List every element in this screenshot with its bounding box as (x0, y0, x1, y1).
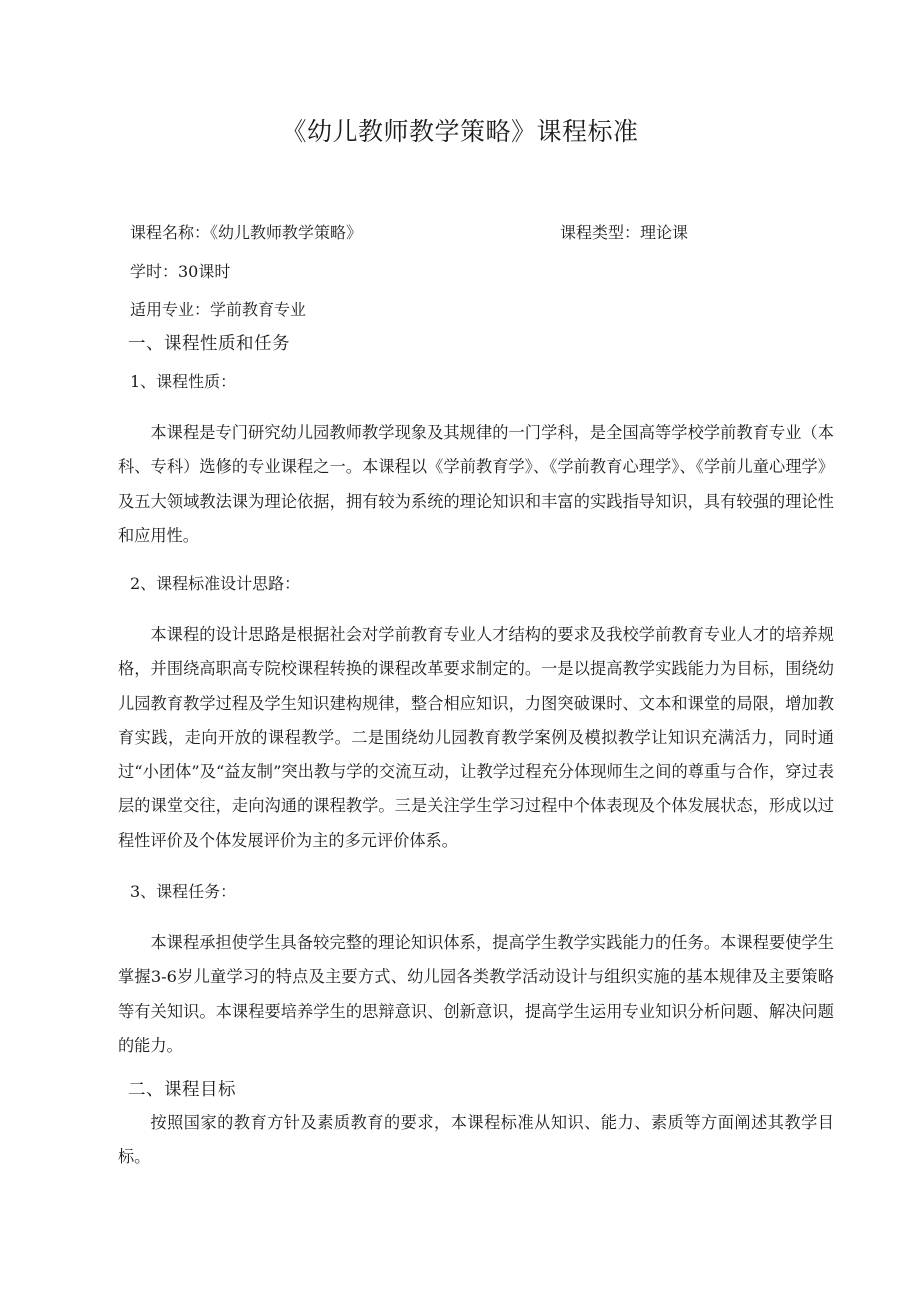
paragraph-design-approach: 本课程的设计思路是根据社会对学前教育专业人才结构的要求及我校学前教育专业人才的培养规格，并围绕高职高专院校课程转换的课程改革要求制定的。一是以提高教学实践能力为目标，围绕幼儿园教育教学过程及学生知识建构规律，整合相应知识，力图突破课时、文本和课堂的局限，增加教育实践，走向开放的课程教学。二是围绕幼儿园教育教学案例及模拟教学让知识充满活力，同时通过“小团体”及“益友制”突出教与学的交流互动，让教学过程充分体现师生之间的尊重与合作，穿过表层的课堂交往，走向沟通的课程教学。三是关注学生学习过程中个体表现及个体发展状态，形成以过程性评价及个体发展评价为主的多元评价体系。 (118, 625, 834, 850)
section-heading-1: 一、课程性质和任务 (128, 334, 290, 354)
subsection-heading-tasks: 3、课程任务： (130, 882, 237, 901)
course-hours: 学时：30课时 (130, 262, 231, 281)
paragraph-course-tasks: 本课程承担使学生具备较完整的理论知识体系，提高学生教学实践能力的任务。本课程要使学生掌握3-6岁儿童学习的特点及主要方式、幼儿园各类教学活动设计与组织实施的基本规律及主要策略等有关知识。本课程要培养学生的思辩意识、创新意识，提高学生运用专业知识分析问题、解决问题的能力。 (118, 933, 834, 1055)
course-name: 课程名称：《幼儿教师教学策略》 (130, 223, 363, 242)
subsection-heading-design: 2、课程标准设计思路： (130, 574, 301, 593)
paragraph-course-nature: 本课程是专门研究幼儿园教师教学现象及其规律的一门学科，是全国高等学校学前教育专业（本科、专科）选修的专业课程之一。本课程以《学前教育学》、《学前教育心理学》、《学前儿童心理学》及五大领域教法课为理论依据，拥有较为系统的理论知识和丰富的实践指导知识，具有较强的理论性和应用性。 (118, 423, 834, 545)
section-heading-2: 二、课程目标 (128, 1080, 236, 1100)
course-major: 适用专业：学前教育专业 (130, 300, 307, 319)
paragraph-course-goals: 按照国家的教育方针及素质教育的要求，本课程标准从知识、能力、素质等方面阐述其教学目标。 (118, 1113, 834, 1167)
subsection-heading-nature: 1、课程性质： (130, 372, 237, 391)
page-title: 《幼儿教师教学策略》课程标准 (281, 117, 639, 146)
course-type: 课程类型：理论课 (560, 223, 689, 242)
